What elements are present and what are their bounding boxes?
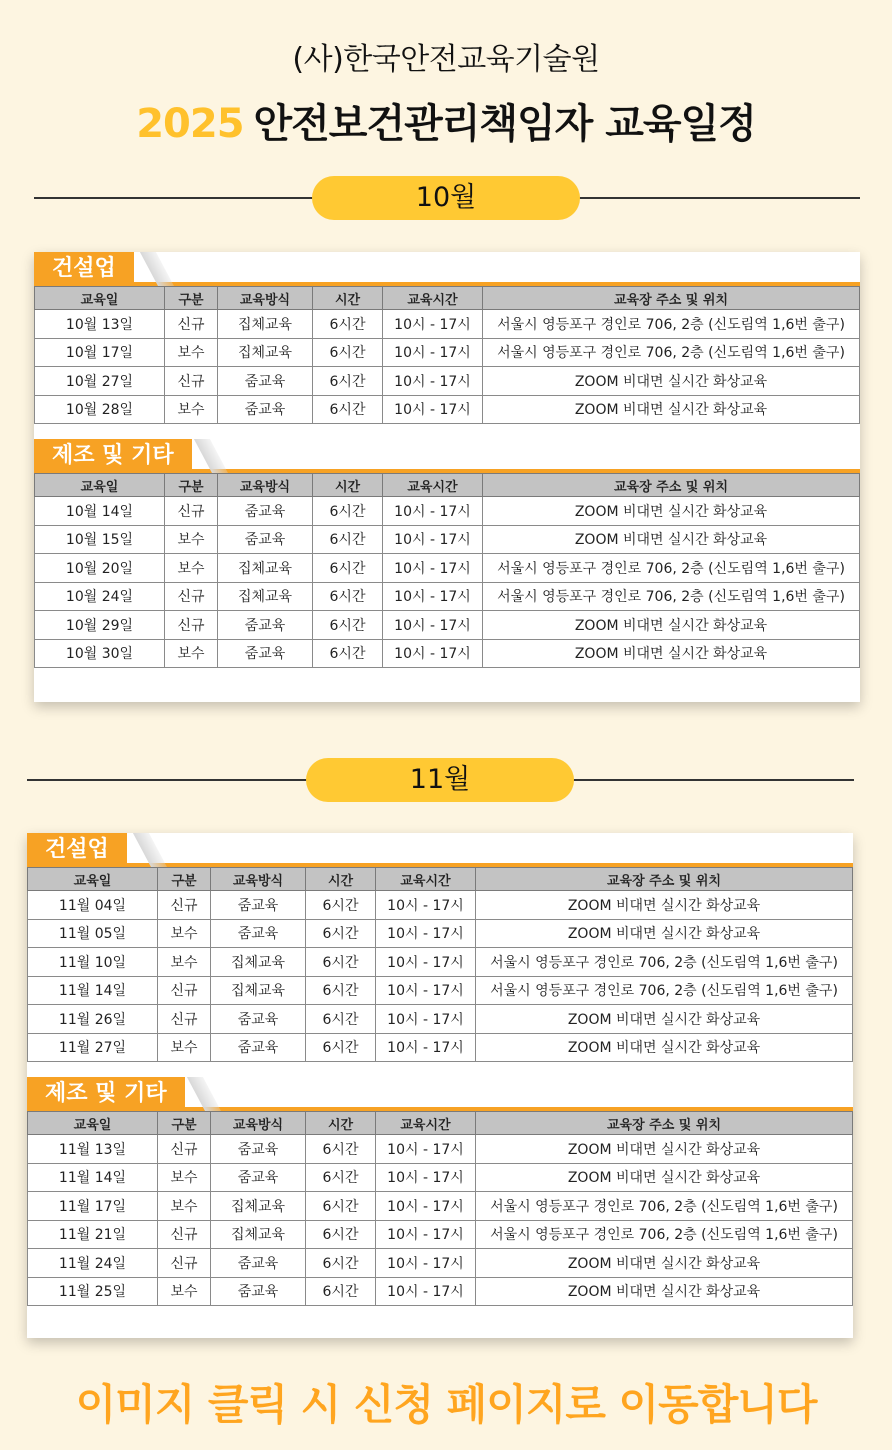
table-cell: 줌교육 xyxy=(211,891,306,920)
table-row xyxy=(28,1005,853,1034)
table-cell: 11월 13일 xyxy=(28,1135,158,1164)
tab-shadow xyxy=(194,439,228,473)
table-cell: 10시 - 17시 xyxy=(383,582,483,611)
table-header-row xyxy=(35,287,860,310)
table-cell: 보수 xyxy=(158,1192,211,1221)
table-cell: 보수 xyxy=(158,1277,211,1306)
table-cell: 10시 - 17시 xyxy=(376,1033,476,1062)
section-tab: 건설업 xyxy=(27,833,127,867)
column-header: 구분 xyxy=(165,287,218,310)
apply-cta-link[interactable]: 이미지 클릭 시 신청 페이지로 이동합니다 xyxy=(75,1380,817,1429)
table-cell: 보수 xyxy=(165,338,218,367)
table-cell: 6시간 xyxy=(306,948,376,977)
table-cell: 10시 - 17시 xyxy=(383,310,483,339)
table-cell: 서울시 영등포구 경인로 706, 2층 (신도림역 1,6번 출구) xyxy=(476,948,853,977)
column-header: 교육장 주소 및 위치 xyxy=(476,868,853,891)
column-header: 시간 xyxy=(306,868,376,891)
schedule-table xyxy=(34,473,860,668)
table-row xyxy=(35,525,860,554)
table-cell: 서울시 영등포구 경인로 706, 2층 (신도림역 1,6번 출구) xyxy=(483,582,860,611)
table-cell: 11월 24일 xyxy=(28,1249,158,1278)
column-header: 구분 xyxy=(158,1112,211,1135)
table-cell: 10시 - 17시 xyxy=(383,525,483,554)
table-row xyxy=(35,639,860,668)
table-cell: 줌교육 xyxy=(218,395,313,424)
table-cell: 10시 - 17시 xyxy=(383,395,483,424)
table-cell: 6시간 xyxy=(306,1033,376,1062)
table-cell: 10월 24일 xyxy=(35,582,165,611)
table-cell: 6시간 xyxy=(313,395,383,424)
table-cell: 6시간 xyxy=(306,1277,376,1306)
table-cell: 11월 14일 xyxy=(28,976,158,1005)
table-cell: 신규 xyxy=(158,1220,211,1249)
table-cell: 10시 - 17시 xyxy=(376,891,476,920)
table-cell: 10월 13일 xyxy=(35,310,165,339)
table-cell: 줌교육 xyxy=(218,611,313,640)
table-cell: 6시간 xyxy=(306,919,376,948)
table-cell: 6시간 xyxy=(306,1220,376,1249)
section-construction xyxy=(27,833,853,1062)
table-cell: ZOOM 비대면 실시간 화상교육 xyxy=(476,1135,853,1164)
table-cell: 10시 - 17시 xyxy=(383,367,483,396)
table-row xyxy=(28,1135,853,1164)
table-cell: 6시간 xyxy=(313,367,383,396)
table-cell: 10시 - 17시 xyxy=(376,948,476,977)
table-cell: 서울시 영등포구 경인로 706, 2층 (신도림역 1,6번 출구) xyxy=(476,1220,853,1249)
table-header-row xyxy=(28,868,853,891)
table-cell: 10시 - 17시 xyxy=(376,1135,476,1164)
table-cell: 줌교육 xyxy=(218,525,313,554)
table-cell: 11월 21일 xyxy=(28,1220,158,1249)
column-header: 교육장 주소 및 위치 xyxy=(483,287,860,310)
table-cell: 6시간 xyxy=(313,611,383,640)
table-cell: 6시간 xyxy=(306,1135,376,1164)
table-cell: 6시간 xyxy=(306,1192,376,1221)
table-cell: 10월 28일 xyxy=(35,395,165,424)
table-row xyxy=(28,976,853,1005)
table-cell: 11월 04일 xyxy=(28,891,158,920)
column-header: 교육방식 xyxy=(211,868,306,891)
org-name: (사)한국안전교육기술원 xyxy=(292,42,600,77)
table-row xyxy=(35,310,860,339)
table-cell: ZOOM 비대면 실시간 화상교육 xyxy=(483,639,860,668)
table-row xyxy=(28,1249,853,1278)
table-cell: 줌교육 xyxy=(218,367,313,396)
divider-line xyxy=(578,197,860,199)
table-row xyxy=(28,1033,853,1062)
table-cell: 보수 xyxy=(158,1033,211,1062)
column-header: 교육시간 xyxy=(383,287,483,310)
table-cell: 서울시 영등포구 경인로 706, 2층 (신도림역 1,6번 출구) xyxy=(483,310,860,339)
month-band-october xyxy=(0,176,892,220)
column-header: 교육일 xyxy=(35,474,165,497)
table-cell: 보수 xyxy=(165,639,218,668)
table-cell: 신규 xyxy=(165,310,218,339)
column-header: 교육일 xyxy=(28,868,158,891)
section-tab-row xyxy=(34,252,860,286)
section-tab-row xyxy=(27,1077,853,1111)
table-cell: 10시 - 17시 xyxy=(383,338,483,367)
table-row xyxy=(28,1220,853,1249)
section-tab-row xyxy=(27,833,853,867)
table-cell: 10시 - 17시 xyxy=(376,1005,476,1034)
table-cell: 줌교육 xyxy=(211,919,306,948)
table-cell: 줌교육 xyxy=(211,1249,306,1278)
table-cell: ZOOM 비대면 실시간 화상교육 xyxy=(483,367,860,396)
table-cell: 10월 15일 xyxy=(35,525,165,554)
table-cell: 11월 26일 xyxy=(28,1005,158,1034)
table-cell: 10시 - 17시 xyxy=(376,1249,476,1278)
table-row xyxy=(35,554,860,583)
divider-line xyxy=(572,779,854,781)
table-cell: 11월 05일 xyxy=(28,919,158,948)
divider-line xyxy=(27,779,307,781)
table-cell: 6시간 xyxy=(306,1249,376,1278)
section-construction xyxy=(34,252,860,424)
table-cell: 신규 xyxy=(158,1135,211,1164)
table-cell: 줌교육 xyxy=(211,1163,306,1192)
table-cell: ZOOM 비대면 실시간 화상교육 xyxy=(483,395,860,424)
table-cell: 신규 xyxy=(158,1005,211,1034)
table-cell: ZOOM 비대면 실시간 화상교육 xyxy=(476,1163,853,1192)
table-cell: 6시간 xyxy=(313,582,383,611)
schedule-table xyxy=(34,286,860,424)
table-cell: 신규 xyxy=(158,1249,211,1278)
table-cell: 6시간 xyxy=(306,976,376,1005)
table-cell: 10월 27일 xyxy=(35,367,165,396)
table-cell: 10시 - 17시 xyxy=(376,1277,476,1306)
table-cell: 10월 30일 xyxy=(35,639,165,668)
table-cell: ZOOM 비대면 실시간 화상교육 xyxy=(476,1249,853,1278)
table-cell: 줌교육 xyxy=(211,1005,306,1034)
table-cell: 6시간 xyxy=(313,338,383,367)
table-cell: 6시간 xyxy=(313,554,383,583)
column-header: 시간 xyxy=(313,287,383,310)
table-cell: ZOOM 비대면 실시간 화상교육 xyxy=(476,1005,853,1034)
table-cell: 10시 - 17시 xyxy=(383,497,483,526)
table-row xyxy=(28,1163,853,1192)
column-header: 교육장 주소 및 위치 xyxy=(483,474,860,497)
table-cell: ZOOM 비대면 실시간 화상교육 xyxy=(476,1033,853,1062)
table-cell: 10월 14일 xyxy=(35,497,165,526)
table-cell: 보수 xyxy=(158,948,211,977)
table-cell: 10월 17일 xyxy=(35,338,165,367)
table-cell: 10시 - 17시 xyxy=(383,611,483,640)
table-cell: 집체교육 xyxy=(218,554,313,583)
schedule-table xyxy=(27,1111,853,1306)
table-cell: 6시간 xyxy=(313,525,383,554)
tab-shadow xyxy=(140,252,174,286)
table-cell: 보수 xyxy=(165,395,218,424)
table-row xyxy=(35,367,860,396)
table-cell: 줌교육 xyxy=(211,1277,306,1306)
table-cell: 신규 xyxy=(158,976,211,1005)
table-cell: 집체교육 xyxy=(211,1220,306,1249)
table-cell: 10시 - 17시 xyxy=(376,1163,476,1192)
table-cell: ZOOM 비대면 실시간 화상교육 xyxy=(483,525,860,554)
schedule-table xyxy=(27,867,853,1062)
table-cell: 보수 xyxy=(165,554,218,583)
table-cell: 집체교육 xyxy=(211,1192,306,1221)
table-cell: ZOOM 비대면 실시간 화상교육 xyxy=(476,919,853,948)
table-cell: 6시간 xyxy=(313,310,383,339)
table-cell: 집체교육 xyxy=(218,338,313,367)
table-cell: 줌교육 xyxy=(218,497,313,526)
table-cell: 11월 27일 xyxy=(28,1033,158,1062)
title-text: 안전보건관리책임자 교육일정 xyxy=(253,101,756,147)
table-cell: 10월 20일 xyxy=(35,554,165,583)
column-header: 교육일 xyxy=(35,287,165,310)
table-cell: 10월 29일 xyxy=(35,611,165,640)
table-cell: 서울시 영등포구 경인로 706, 2층 (신도림역 1,6번 출구) xyxy=(476,976,853,1005)
table-row xyxy=(28,891,853,920)
month-label: 11월 xyxy=(306,758,574,802)
table-cell: 신규 xyxy=(165,367,218,396)
column-header: 교육방식 xyxy=(218,287,313,310)
table-cell: 6시간 xyxy=(313,639,383,668)
table-cell: 서울시 영등포구 경인로 706, 2층 (신도림역 1,6번 출구) xyxy=(476,1192,853,1221)
table-cell: ZOOM 비대면 실시간 화상교육 xyxy=(483,497,860,526)
table-cell: 보수 xyxy=(158,919,211,948)
column-header: 교육방식 xyxy=(218,474,313,497)
table-cell: 6시간 xyxy=(306,1005,376,1034)
page-title xyxy=(0,92,892,149)
table-header-row xyxy=(28,1112,853,1135)
table-cell: 집체교육 xyxy=(211,976,306,1005)
table-cell: 집체교육 xyxy=(211,948,306,977)
table-row xyxy=(28,919,853,948)
column-header: 교육장 주소 및 위치 xyxy=(476,1112,853,1135)
table-header-row xyxy=(35,474,860,497)
section-tab: 건설업 xyxy=(34,252,134,286)
table-cell: 보수 xyxy=(158,1163,211,1192)
table-cell: 줌교육 xyxy=(211,1033,306,1062)
table-cell: 10시 - 17시 xyxy=(376,1192,476,1221)
table-row xyxy=(28,1192,853,1221)
table-row xyxy=(35,582,860,611)
table-cell: 6시간 xyxy=(306,1163,376,1192)
table-cell: 11월 14일 xyxy=(28,1163,158,1192)
schedule-card-november xyxy=(27,833,853,1338)
section-tab: 제조 및 기타 xyxy=(34,439,192,473)
month-band-november xyxy=(0,758,892,802)
column-header: 교육일 xyxy=(28,1112,158,1135)
table-cell: 6시간 xyxy=(313,497,383,526)
tab-shadow xyxy=(187,1077,221,1111)
table-cell: 줌교육 xyxy=(211,1135,306,1164)
table-cell: 집체교육 xyxy=(218,310,313,339)
divider-line xyxy=(34,197,314,199)
column-header: 교육시간 xyxy=(376,868,476,891)
table-cell: 10시 - 17시 xyxy=(376,919,476,948)
table-cell: 보수 xyxy=(165,525,218,554)
section-manufacturing xyxy=(34,439,860,668)
table-cell: 11월 25일 xyxy=(28,1277,158,1306)
column-header: 시간 xyxy=(313,474,383,497)
column-header: 시간 xyxy=(306,1112,376,1135)
table-cell: 신규 xyxy=(158,891,211,920)
table-cell: 줌교육 xyxy=(218,639,313,668)
column-header: 구분 xyxy=(158,868,211,891)
table-row xyxy=(35,611,860,640)
column-header: 교육시간 xyxy=(376,1112,476,1135)
table-cell: 10시 - 17시 xyxy=(383,554,483,583)
table-cell: ZOOM 비대면 실시간 화상교육 xyxy=(476,891,853,920)
table-cell: 서울시 영등포구 경인로 706, 2층 (신도림역 1,6번 출구) xyxy=(483,554,860,583)
tab-shadow xyxy=(133,833,167,867)
table-cell: 신규 xyxy=(165,611,218,640)
title-year: 2025 xyxy=(136,101,244,147)
table-cell: ZOOM 비대면 실시간 화상교육 xyxy=(476,1277,853,1306)
column-header: 교육방식 xyxy=(211,1112,306,1135)
schedule-card-october xyxy=(34,252,860,702)
table-cell: 10시 - 17시 xyxy=(376,1220,476,1249)
section-tab: 제조 및 기타 xyxy=(27,1077,185,1111)
table-cell: 10시 - 17시 xyxy=(383,639,483,668)
table-row xyxy=(35,497,860,526)
table-row xyxy=(35,338,860,367)
section-tab-row xyxy=(34,439,860,473)
section-manufacturing xyxy=(27,1077,853,1306)
table-cell: 10시 - 17시 xyxy=(376,976,476,1005)
table-cell: 신규 xyxy=(165,582,218,611)
table-row xyxy=(28,948,853,977)
table-row xyxy=(28,1277,853,1306)
table-row xyxy=(35,395,860,424)
table-cell: ZOOM 비대면 실시간 화상교육 xyxy=(483,611,860,640)
table-cell: 11월 10일 xyxy=(28,948,158,977)
table-cell: 서울시 영등포구 경인로 706, 2층 (신도림역 1,6번 출구) xyxy=(483,338,860,367)
column-header: 교육시간 xyxy=(383,474,483,497)
table-cell: 집체교육 xyxy=(218,582,313,611)
table-cell: 6시간 xyxy=(306,891,376,920)
column-header: 구분 xyxy=(165,474,218,497)
month-label: 10월 xyxy=(312,176,580,220)
table-cell: 11월 17일 xyxy=(28,1192,158,1221)
table-cell: 신규 xyxy=(165,497,218,526)
